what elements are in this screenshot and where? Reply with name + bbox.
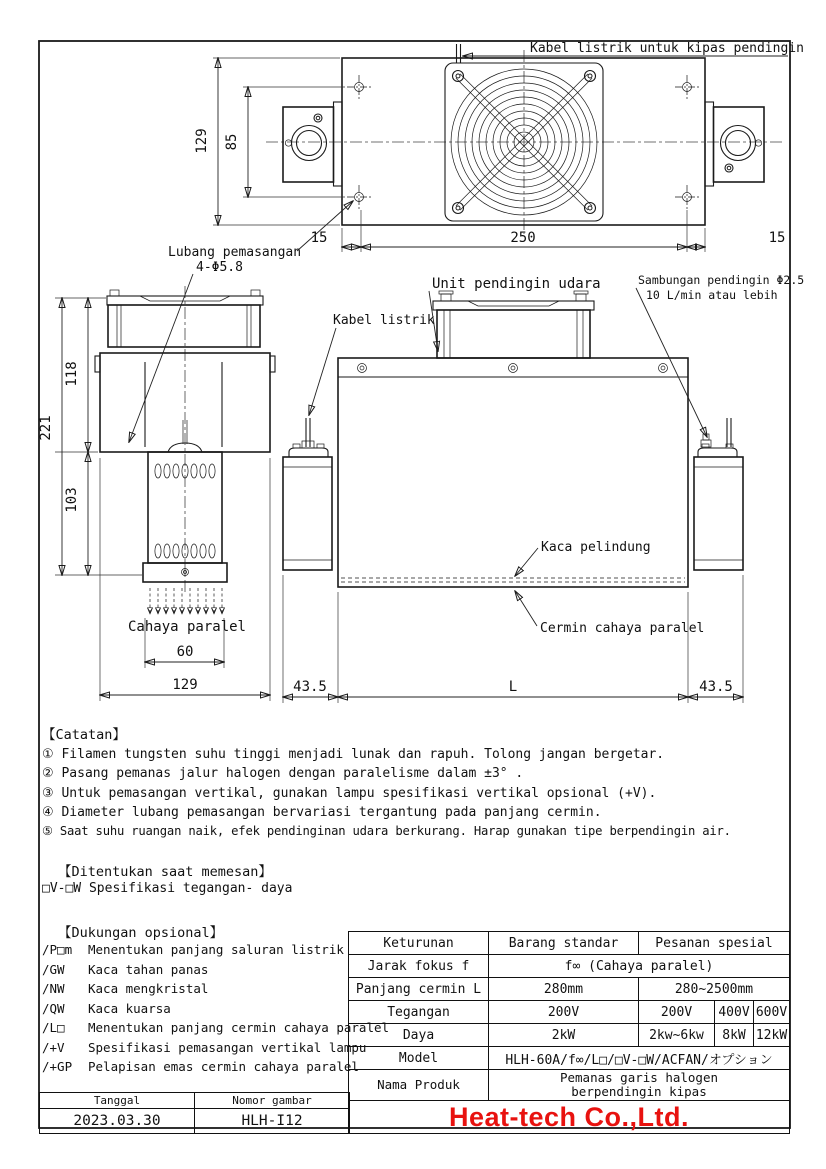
dimension-label: 129 (194, 128, 210, 154)
drawing-number-value: HLH-I12 (195, 1109, 350, 1134)
table-row (349, 1001, 790, 1024)
date-label: Tanggal (40, 1093, 195, 1109)
dimension-label: 85 (224, 133, 240, 151)
voltage-special: 200V (639, 1001, 715, 1024)
dimension-label: 221 (38, 415, 54, 441)
option-item (42, 960, 389, 980)
parallel-light-label: Cahaya paralel (127, 619, 247, 635)
option-code: /L□ (42, 1020, 65, 1035)
option-desc: Menentukan panjang saluran listrik (88, 942, 344, 957)
table-row (349, 1024, 790, 1047)
option-code: /QW (42, 1000, 65, 1016)
dimension-label: 15 (310, 230, 328, 246)
model-value: HLH-60A/f∞/L□/□V-□W/ACFAN/オプション (489, 1047, 790, 1070)
power-label: Daya (349, 1024, 489, 1047)
power-special: 2kw~6kw (639, 1024, 715, 1047)
protective-glass-label: Kaca pelindung (541, 540, 651, 555)
company-logo: Heat-tech Co.,Ltd. (448, 1101, 689, 1132)
option-desc: Spesifikasi pemasangan vertikal lampu (88, 1039, 367, 1055)
col-header-special: Pesanan spesial (639, 932, 790, 955)
parallel-light-rays (150, 588, 222, 613)
option-item (42, 940, 389, 960)
fan-cable-label: Kabel listrik untuk kipas pendingin (530, 41, 804, 56)
dimension-label: 250 (510, 230, 536, 246)
table-row (349, 932, 790, 955)
dimension-label: L (508, 679, 518, 695)
voltage-special: 600V (754, 1001, 790, 1024)
left-end-cap (283, 418, 332, 570)
coolant-connection-label: Sambungan pendingin Φ2.5 (638, 273, 805, 287)
option-item (42, 999, 389, 1019)
dimension-label: 43.5 (293, 679, 327, 695)
drawing-number-label: Nomor gambar (195, 1093, 350, 1109)
right-end-cap (694, 418, 743, 570)
options-list (42, 940, 389, 1077)
option-item (42, 1018, 389, 1038)
title-block (39, 1092, 350, 1134)
option-code: /+GP (42, 1059, 73, 1074)
options-title: 【Dukungan opsional】 (58, 925, 224, 941)
note-line: ② Pasang pemanas jalur halogen dengan paralelisme dalam ±3° . (42, 766, 524, 782)
mirror-length-special: 280~2500mm (639, 978, 790, 1001)
title-block-header-row (40, 1093, 350, 1109)
option-item (42, 979, 389, 999)
mount-hole-label: Lubang pemasangan (168, 245, 302, 260)
product-name-value: Pemanas garis halogen berpendingin kipas (489, 1070, 790, 1101)
note-line: ③ Untuk pemasangan vertikal, gunakan lampu spesifikasi vertikal opsional (+V). (42, 785, 657, 801)
option-desc: Kaca kuarsa (88, 1000, 171, 1016)
front-view (283, 273, 804, 703)
ordering-section (58, 860, 272, 880)
voltage-special: 400V (715, 1001, 754, 1024)
date-value: 2023.03.30 (40, 1109, 195, 1134)
option-desc: Kaca mengkristal (88, 981, 209, 996)
ordering-spec-line: □V-□W Spesifikasi tegangan- daya (42, 881, 293, 896)
option-desc: Menentukan panjang cermin cahaya paralel (88, 1020, 390, 1035)
air-cooling-unit-label: Unit pendingin udara (432, 276, 601, 292)
dimension-label: 129 (172, 677, 198, 693)
option-code: /P□m (42, 942, 73, 957)
spec-table (348, 931, 790, 1134)
focus-label: Jarak fokus f (349, 955, 489, 978)
dimension-label: 118 (64, 361, 80, 387)
col-header-standard: Barang standar (489, 932, 639, 955)
table-row (349, 955, 790, 978)
side-view (38, 286, 275, 701)
option-code: /+V (42, 1039, 65, 1055)
col-header-category: Keturunan (349, 932, 489, 955)
mirror-length-label: Panjang cermin L (349, 978, 489, 1001)
voltage-label: Tegangan (349, 1001, 489, 1024)
notes-section (42, 726, 787, 841)
dimension-label: 43.5 (699, 679, 733, 695)
table-row (349, 1047, 790, 1070)
top-view (129, 41, 804, 442)
dimension-label: 103 (64, 487, 80, 513)
parallel-mirror-label: Cermin cahaya paralel (540, 621, 705, 636)
mount-hole-size-label: 4-Φ5.8 (196, 260, 243, 275)
notes-title: 【Catatan】 (42, 727, 126, 743)
table-row (349, 978, 790, 1001)
power-special: 12kW (754, 1024, 790, 1047)
model-label: Model (349, 1047, 489, 1070)
option-item (42, 1038, 389, 1058)
option-code: /NW (42, 981, 65, 996)
note-line: ① Filamen tungsten suhu tinggi menjadi lunak dan rapuh. Tolong jangan bergetar. (42, 747, 665, 763)
dimension-label: 60 (176, 644, 194, 660)
ordering-title: 【Ditentukan saat memesan】 (58, 864, 272, 880)
voltage-standard: 200V (489, 1001, 639, 1024)
option-desc: Kaca tahan panas (88, 961, 209, 977)
power-standard: 2kW (489, 1024, 639, 1047)
option-desc: Pelapisan emas cermin cahaya paralel (88, 1059, 359, 1074)
note-line: ⑤ Saat suhu ruangan naik, efek pendinginan udara berkurang. Harap gunakan tipe berpendingin air. (42, 824, 731, 839)
option-item (42, 1057, 389, 1077)
coolant-flow-label: 10 L/min atau lebih (646, 288, 778, 302)
company-logo-cell (349, 1101, 790, 1134)
title-block-value-row (40, 1109, 350, 1134)
power-cable-label: Kabel listrik (333, 313, 435, 328)
product-name-label: Nama Produk (349, 1070, 489, 1101)
power-special: 8kW (715, 1024, 754, 1047)
focus-value: f∞ (Cahaya paralel) (489, 955, 790, 978)
table-row (349, 1070, 790, 1101)
note-line: ④ Diameter lubang pemasangan bervariasi tergantung pada panjang cermin. (42, 804, 602, 820)
mirror-length-standard: 280mm (489, 978, 639, 1001)
dimension-label: 15 (768, 230, 786, 246)
option-code: /GW (42, 961, 65, 977)
fan-cable-icon (457, 44, 461, 63)
table-row (349, 1101, 790, 1134)
